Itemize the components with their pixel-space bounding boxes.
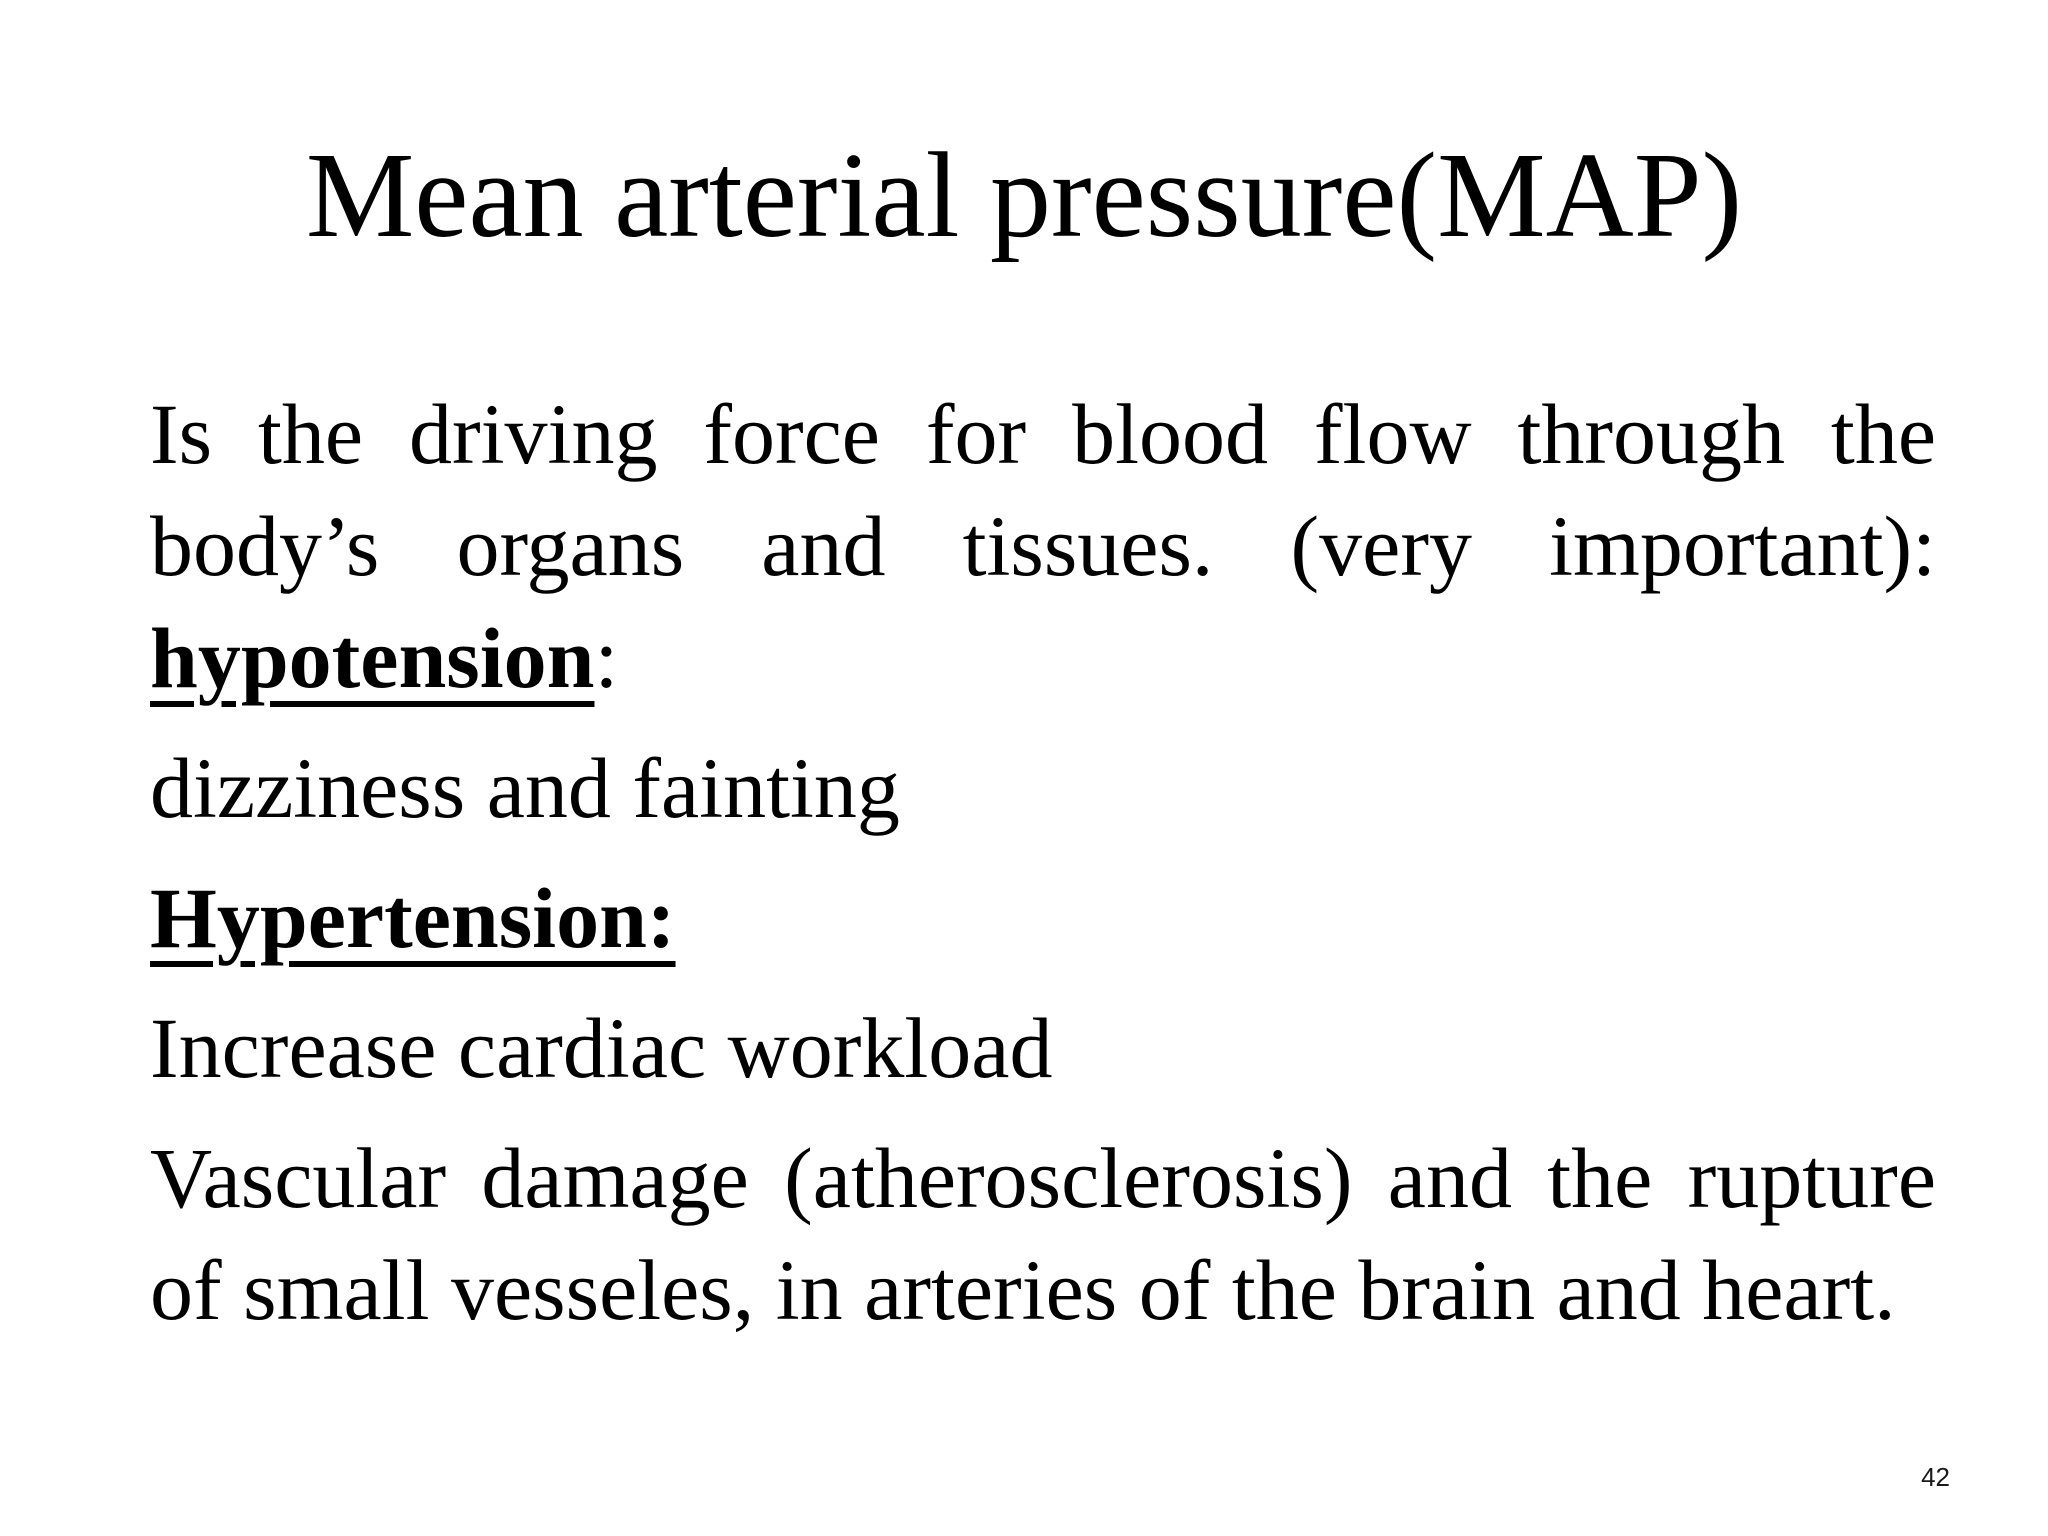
hypertension-effect-2: Vascular damage (atherosclerosis) and the rupture of small vesseles, in arteries of the brain and heart. [150, 1130, 1936, 1338]
intro-paragraph [150, 378, 1936, 714]
hypotension-term: hypotension [150, 610, 595, 706]
page-number: 42 [1921, 1462, 1950, 1492]
intro-text: Is the driving force for blood flow through the body’s organs and tissues. (very important): [150, 386, 1936, 594]
hypertension-term: Hypertension: [150, 870, 676, 966]
hypertension-effect-1: Increase cardiac workload [150, 1000, 1053, 1096]
hypotension-effect: dizziness and fainting [150, 740, 900, 836]
hypotension-colon: : [594, 610, 619, 706]
hypertension-heading [150, 862, 1936, 974]
slide-body [150, 378, 1936, 1346]
slide-title: Mean arterial pressure(MAP) [305, 128, 1743, 263]
